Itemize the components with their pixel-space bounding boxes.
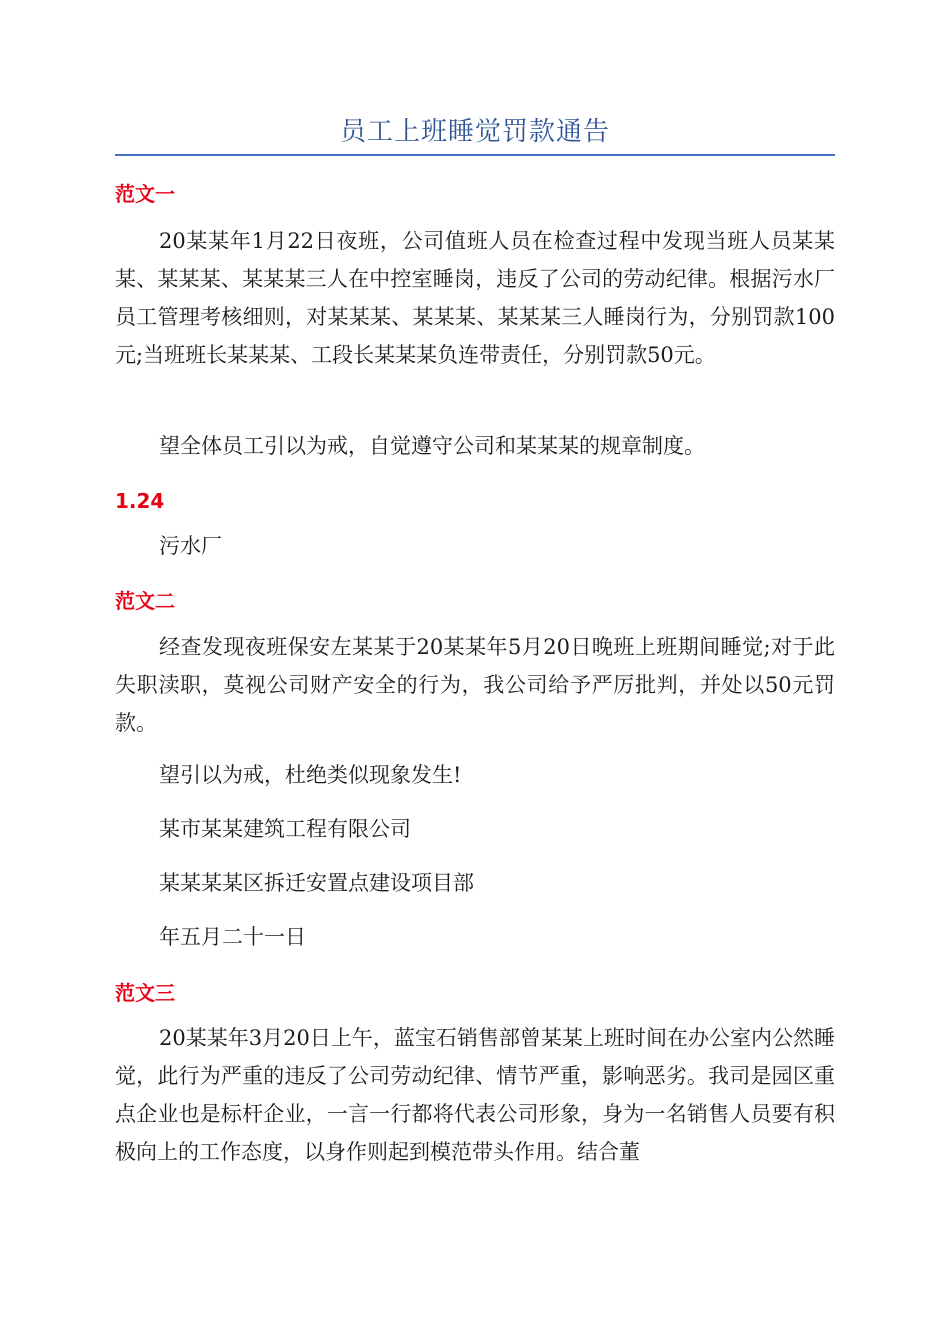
section-2-line-3: 某某某某区拆迁安置点建设项目部 [159, 871, 474, 895]
section-heading-date: 1.24 [115, 489, 165, 513]
section-3-paragraph-1: 20某某年3月20日上午，蓝宝石销售部曾某某上班时间在办公室内公然睡觉，此行为严重的违反了公司劳动纪律、情节严重，影响恶劣。我司是园区重点企业也是标杆企业，一言一行都将代表公司形象，身为一名销售人员要有积极向上的工作态度，以身作则起到模范带头作用。结合董 [115, 1026, 835, 1164]
section-2-line-1: 望引以为戒，杜绝类似现象发生! [159, 763, 462, 787]
section-2-paragraph-1: 经查发现夜班保安左某某于20某某年5月20日晚班上班期间睡觉;对于此失职渎职，莫视公司财产安全的行为，我公司给予严厉批判，并处以50元罚款。 [115, 635, 835, 735]
section-heading-3: 范文三 [115, 981, 175, 1005]
section-2-line-2: 某市某某建筑工程有限公司 [159, 817, 411, 841]
section-2-line-4: 年五月二十一日 [159, 925, 306, 949]
document-title: 员工上班睡觉罚款通告 [339, 117, 610, 147]
title-underline [115, 154, 835, 156]
section-heading-2: 范文二 [115, 589, 175, 613]
section-date-line-1: 污水厂 [159, 534, 222, 558]
section-1-paragraph-2: 望全体员工引以为戒，自觉遵守公司和某某某的规章制度。 [159, 434, 705, 458]
section-1-paragraph-1: 20某某年1月22日夜班，公司值班人员在检查过程中发现当班人员某某某、某某某、某某某三人在中控室睡岗，违反了公司的劳动纪律。根据污水厂员工管理考核细则，对某某某、某某某、某某某三人睡岗行为，分别罚款100元;当班班长某某某、工段长某某某负连带责任，分别罚款50元。 [115, 229, 835, 367]
section-heading-1: 范文一 [115, 182, 175, 206]
